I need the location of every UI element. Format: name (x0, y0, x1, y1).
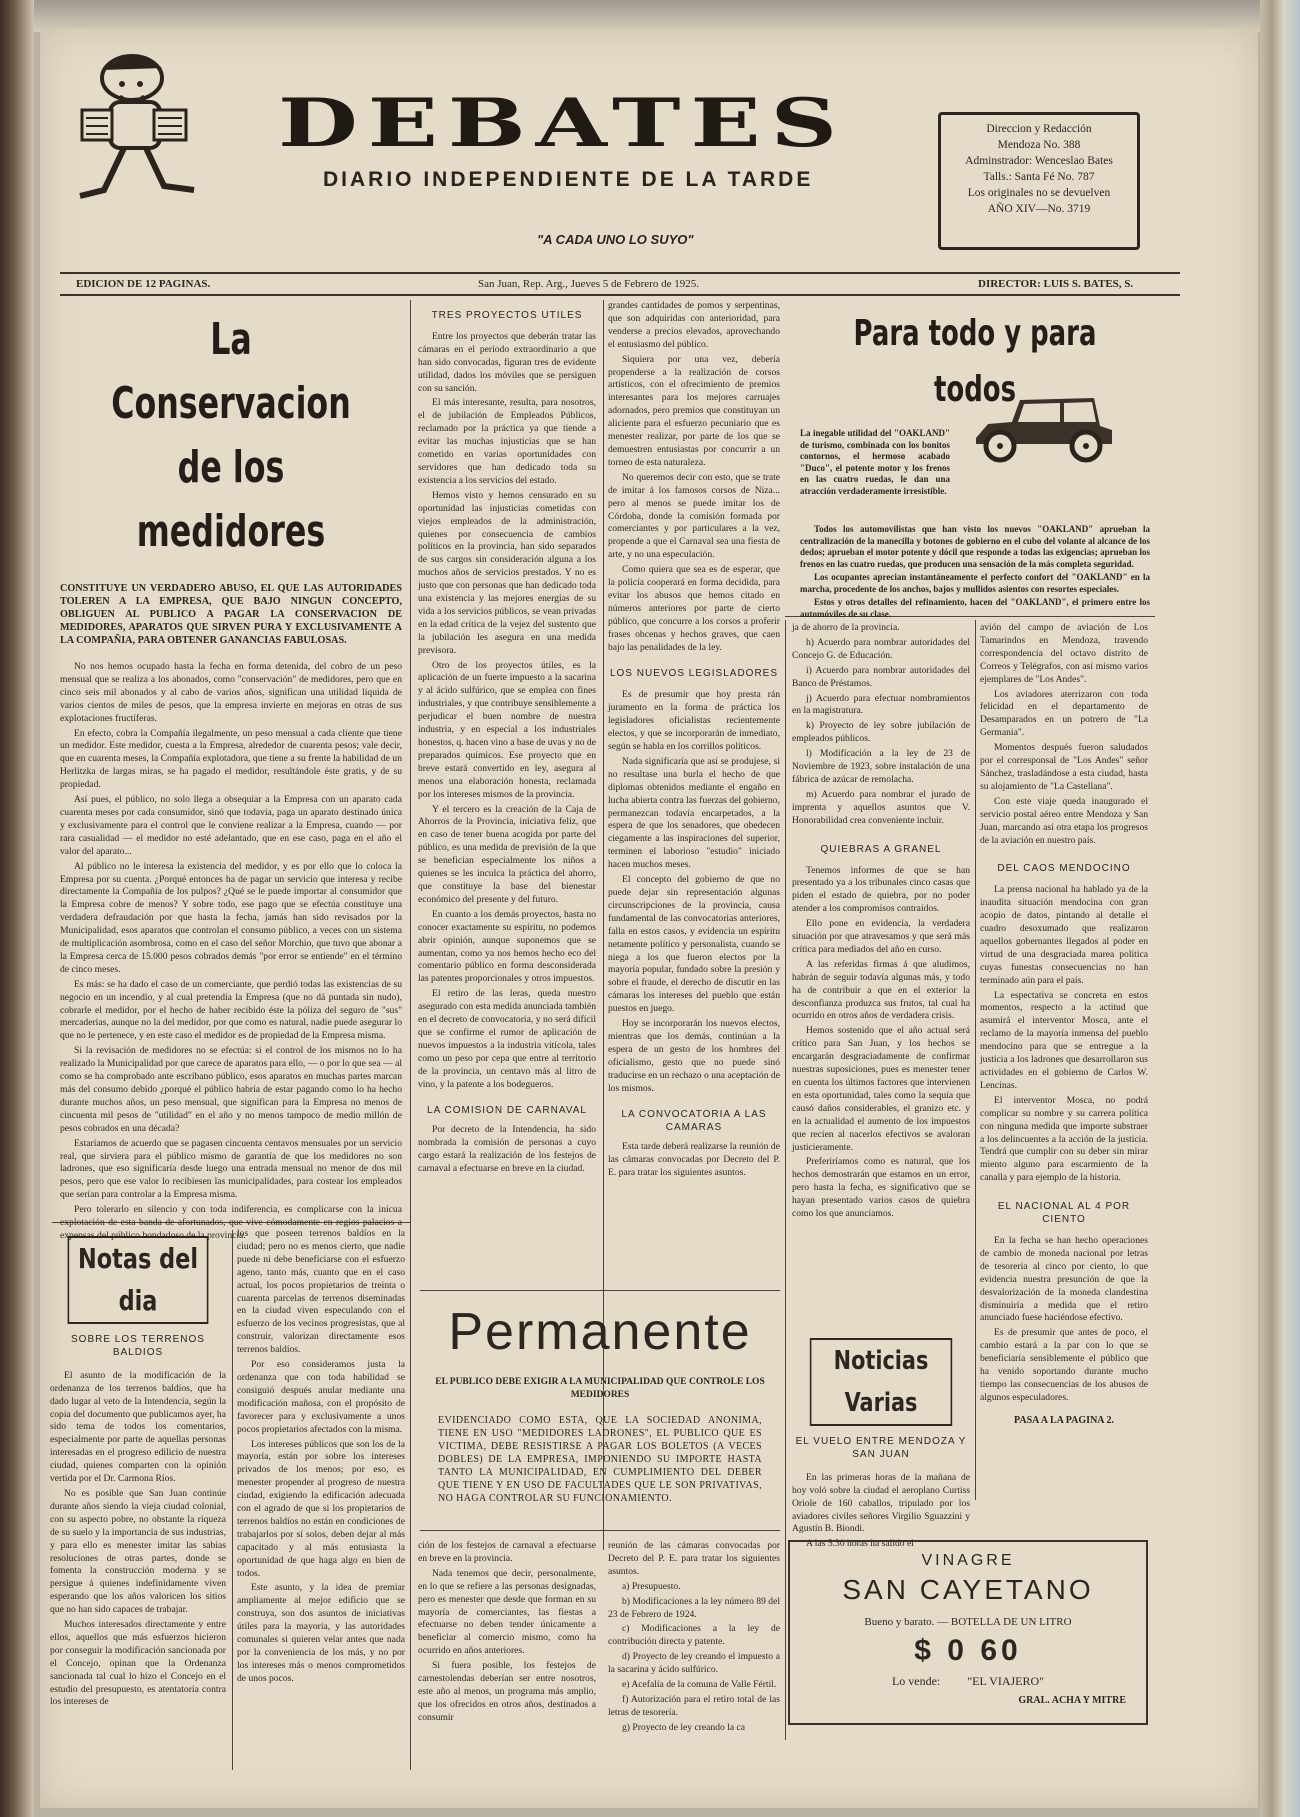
article-paragraph: El retiro de las leras, queda nuestro asegurado con esta medida anunciada también en el decreto de convocatoria, y no será difícil que se confirme el rumor de aplicación de nuevos impuestos a la industria vitícola, tales como un peso por cepa que entre al territorio de la provincia, un centavo más al litro de vino, y la patente a los bodegueros. (418, 988, 596, 1090)
director-label: DIRECTOR: LUIS S. BATES, S. (978, 278, 1134, 290)
section-kicker: EL VUELO ENTRE MENDOZA Y SAN JUAN (795, 1436, 967, 1460)
article-paragraph: avión del campo de aviación de Los Tamarindos en Mendoza, travendo correspondencia del octavo distrito de Correos y Telégrafos, con así mismo varios ejemplares de "Los Andes". (980, 622, 1148, 685)
asuntos-quiebras-column (792, 622, 970, 1317)
article-paragraph: Tenemos informes de que se han presentado ya a los tribunales cinco casas que piden el estado de quiebra, por no poder atender a los compromisos contraídos. (792, 864, 970, 915)
permanente-article (420, 1300, 780, 1540)
convocatoria-list (608, 1540, 780, 1780)
article-paragraph: En la fecha se han hecho operaciones de cambio de moneda nacional por letras de tesorería al cinco por ciento, lo que evidencia nuestra presunción de que la desvalorización de la moneda clandestina disminuiría a medida que el retiro anunciado fuese haciéndose efectivo. (980, 1234, 1148, 1324)
lead-deck: CONSTITUYE UN VERDADERO ABUSO, EL QUE LAS AUTORIDADES TOLEREN A LA EMPRESA, QUE BAJO NINGUN CONCEPTO, OBLIGUEN AL PUBLICO A PAGAR LA CONSERVACION DE MEDIDORES, APARATOS QUE SIRVEN PURA Y EXCLUSIVAMENTE A LA COMPAÑIA, PARA OBTENER GANANCIAS FABULOSAS. (60, 583, 402, 646)
article-paragraph: Es de presumir que hoy presta rán juramento en la forma de práctica los legisladores oficialistas recientemente electos, y que se incorporarán de inmediato, según se habla en los corrillos políticos. (608, 689, 780, 752)
notas-del-dia-continued (237, 1228, 405, 1788)
article-paragraph: Hemos visto y hemos censurado en su oportunidad las injusticias cometidas con viejos empleados de la administración, quienes por consecuencia de cambios políticos en la provincia, han sido separados de sus cargos sin consideración alguna a los muchos años de servicios prestados. Y no es justo que con personas que han dedicado toda una existencia y las mejores energías de su vida a los servicios públicos, se vean privadas en la edad crítica de la vejez del sustento que la jubilación les asegura en una medida previsora. (418, 489, 596, 656)
article-paragraph: Los intereses públicos que son los de la mayoría, están por sobre los intereses privados de los menos; por eso, es menester propender al progreso de nuestra ciudad, exigiendo la edificación adecuada con el agrado de que si los propietarios de terrenos baldíos no están en condiciones de trabajarlos por sí solos, deben dejar al más capacitado y al más entusiasta la oportunidad de que haga algo en bien de todos. (237, 1438, 405, 1579)
article-paragraph: El asunto de la modificación de la ordenanza de los terrenos baldíos, que ha dado lugar al veto de la Intendencia, según la copia del documento que publicamos ayer, ha sido tema de todos los comentarios, especialmente por parte de aquellas personas interesadas en el progreso edilicio de nuestra ciudad, quienes comparten con la opinión vertida por el Dr. Carmona Ríos. (50, 1369, 226, 1485)
page-stack-edge (1260, 0, 1300, 1817)
article-paragraph: Si fuera posible, los festejos de carnestolendas deberían ser entre nosotros, este año al menos, un programa más amplio, que los ofrecidos en otros años, destinados a consumir (418, 1660, 596, 1723)
list-item: e) Acefalía de la comuna de Valle Fértil. (622, 1679, 777, 1691)
edition-label: EDICION DE 12 PAGINAS. (76, 278, 211, 290)
article-paragraph: j) Acuerdo para efectuar nombramientos en la magistratura. (792, 692, 970, 717)
column-rule (785, 620, 786, 1740)
column-rule (975, 620, 976, 1500)
info-line: Direccion y Redacción (986, 123, 1092, 135)
article-paragraph: A las referidas firmas á que aludimos, habrán de seguir todavía algunas más, y todo ha de contribuir a que en el exterior la desconfianza produzca sus frutos, tal cual ha ocurrido en otros años de verdadera crisis. (792, 958, 970, 1022)
oakland-intro: La inegable utilidad del "OAKLAND" de turismo, combinada con los bonitos contornos, el hermoso acabado "Duco", el potente motor y los frenos en las cuatro ruedas, le dan una atracción verdaderamente irresistible. (800, 428, 950, 496)
article-paragraph: h) Acuerdo para nombrar autoridades del Concejo G. de Educación. (792, 636, 970, 661)
ad-top: VINAGRE (921, 1552, 1015, 1569)
list-item: c) Modificaciones a la ley de contribución directa y patente. (608, 1623, 780, 1648)
list-item: d) Proyecto de ley creando el impuesto a la sacarina y ácido sulfúrico. (608, 1651, 780, 1676)
article-paragraph: No queremos decir con esto, que se trate de imitar á los famosos corsos de Niza... pero al menos se puede imitar los de Córdoba, donde la comisión formada por comerciantes y por particulares a la vez, propende a que el Carnaval sea una fiesta de arte, y no una especulación. (608, 471, 780, 561)
article-paragraph: No es posible que San Juan continúe durante años siendo la vieja ciudad colonial, con su aspecto pobre, no obstante la riqueza de su suelo y la importancia de sus industrias, y para ello es menester imitar las sabias resoluciones de otras partes, donde se fomenta la construcción moderna y se persigue á quienes indefinidamente viven esperando que los años valoricen los sitios que no han sido capaces de trabajar. (50, 1487, 226, 1616)
article-paragraph: Esta tarde deberá realizarse la reunión de las cámaras convocadas por Decreto del P. E. para tratar los siguientes asuntos. (608, 1141, 780, 1179)
section-kicker: EL NACIONAL AL 4 POR CIENTO (997, 1201, 1131, 1226)
lead-paragraph: Así pues, el público, no solo llega a obsequiar a la Empresa con un aparato cada cuarenta meses por cada consumidor, sinó que todavía, paga un aparato destinado única y exclusivamente para el control que le conviene realizar a la Empresa, cuando — por rara casualidad — el medidor no esté adelantado, que en ese caso, paga en el año el valor del aparato... (60, 794, 402, 857)
san-cayetano-advertisement (788, 1540, 1148, 1725)
article-paragraph: Ello pone en evidencia, la verdadera situación por que atravesamos y que será más crítica para mediados del año en curso. (792, 918, 970, 955)
article-paragraph: ja de ahorro de la provincia. (792, 622, 900, 633)
article-paragraph: m) Acuerdo para nombrar el jurado de imprenta y aquellos asuntos que V. Honorabilidad crea conveniente incluir. (792, 788, 970, 826)
notas-title: Notas del dia (68, 1236, 209, 1324)
article-paragraph: l) Modificación a la ley de 23 de Noviembre de 1923, sobre instalación de una fábrica de azúcar de remolacha. (792, 748, 970, 785)
article-paragraph: Por eso consideramos justa la ordenanza que con toda habilidad se consiguió después anular mediante una modificación mañosa, con el propósito de favorecer para y exclusivamente a unos pocos propietarios afectados con la misma. (237, 1359, 405, 1435)
continued-note: PASA A LA PAGINA 2. (1014, 1414, 1114, 1426)
article-paragraph: Nada significaría que así se produjese, si no resultase una burla el hecho de que diplomas obtenidos mediante el engaño en lucha abierta contra las fuerzas del gobierno, permanezcan todavía encarpetados, a la espera de que los senadores, que obedecen ciegamente a las inspiraciones del superior, terminen el laborioso "estudio" iniciado hacen muchos meses. (608, 755, 780, 871)
permanente-deck: EL PUBLICO DEBE EXIGIR A LA MUNICIPALIDAD QUE CONTROLE LOS MEDIDORES (435, 1377, 765, 1400)
article-paragraph: Por decreto de la Intendencia, ha sido nombrada la comisión de personas a cuyo cargo estará la realización de los festejos de carnaval a efectuarse en breve en la ciudad. (418, 1124, 596, 1175)
oakland-car-illustration (968, 386, 1118, 466)
list-item: f) Autorización para el retiro total de las letras de tesorería. (608, 1693, 780, 1718)
article-paragraph: En cuanto a los demás proyectos, hasta no conocer exactamente su espíritu, no podemos abrir opinión, aunque suponemos que se aumentan, como ya nos hemos hecho eco del comentario público en forma desconsiderada las patentes proporcionales y otros impuestos. (418, 908, 596, 985)
noticias-title: Noticias Varias (810, 1338, 952, 1426)
info-line: AÑO XIV—No. 3719 (987, 203, 1091, 215)
lead-article (60, 300, 402, 1241)
article-paragraph: Los aviadores aterrizaron con toda felicidad en el departamento de Desamparados en un potrero de "La Germania". (980, 688, 1148, 739)
article-paragraph: Momentos después fueron saludados por el corresponsal de "Los Andes" señor Sánchez, trasladándose a esta ciudad, hasta su alojamiento de "La Castellana". (980, 742, 1148, 792)
permanente-headline: Permanente (448, 1303, 752, 1361)
lead-headline: La Conservacion de los medidores (111, 314, 351, 557)
article-paragraph: Con este viaje queda inaugurado el servicio postal aéreo entre Mendoza y San Juan, marcando así otra etapa los progresos de la aviación en nuestro país. (980, 795, 1148, 846)
article-paragraph: grandes cantidades de pomos y serpentinas, que son adquiridas con anterioridad, para venderse a precios elevados, aprovechando el entusiasmo del público. (608, 300, 780, 350)
list-item: g) Proyecto de ley creando la ca (622, 1721, 746, 1733)
masthead-logo (278, 84, 868, 200)
newspaper-subtitle: DIARIO INDEPENDIENTE DE LA TARDE (323, 168, 814, 191)
article-paragraph: Hemos sostenido que el año actual será crítico para San Juan, y los hechos se encargarán desgraciadamente de confirmar nuestras suposiciones, pues es menester tener en cuenta los últimos factores que intervienen en esta oportunidad, tales como la sequía que causó daños considerables, el granizo etc. y en la actualidad el aumento de los impuestos que recien al nacerlos efectivos se avaloran justicieramente. (792, 1025, 970, 1153)
notas-del-dia-article (50, 1228, 226, 1788)
article-paragraph: reunión de las cámaras convocadas por Decreto del P. E. para tratar los siguientes asuntos. (608, 1540, 780, 1577)
ad-tagline: Bueno y barato. — BOTELLA DE UN LITRO (864, 1616, 1072, 1628)
article-paragraph: Preferiríamos como es natural, que los hechos demostrarán que estamos en un error, pero hasta la fecha, es significativo que se hayan presentado varios casos de quiebra como los que anunciamos. (792, 1156, 970, 1220)
ad-address: GRAL. ACHA Y MITRE (1018, 1695, 1126, 1706)
tres-proyectos-article (418, 300, 596, 1350)
article-paragraph: Otro de los proyectos útiles, es la aplicación de un fuerte impuesto a la sacarina y al ácido sulfúrico, que se emplea con fines industriales, y que contribuye sensiblemente a perjudicar el buen nombre de nuestra industria, y en especial a los industriales honestos, q. hacen vino a base de uvas y no de preparados químicos. Ese proyecto que en breve estará convertido en ley, asegura al menos una elaboración honesta, reclamada por los intereses mismos de la provincia. (418, 659, 596, 800)
binding-edge (0, 0, 34, 1817)
article-paragraph: Y el tercero es la creación de la Caja de Ahorros de la Provincia, iniciativa feliz, que en caso de tener buena acogida por parte del público, es una medida de previsión de la que se benefician especialmente los niños a quienes se les inculca la práctica del ahorro, que constituye la base del bienestar económico del presente y del futuro. (418, 803, 596, 905)
newspaper-motto: "A CADA UNO LO SUYO" (537, 232, 694, 247)
ad-price: $ 0 60 (914, 1634, 1022, 1667)
article-paragraph: Muchos interesados directamente y entre ellos, aquellos que más esfuerzos hicieron por conseguir la modificación sancionada por el Concejo, opinan que la Ordenanza sancionada tal cual lo hizo el Concejo en el estudio del presupuesto, es atentatoria contra los intereses de (50, 1619, 226, 1708)
section-kicker: DEL CAOS MENDOCINO (997, 863, 1131, 875)
article-paragraph: Es de presumir que antes de poco, el cambio estará a la par con lo que se beneficiaría sensiblemente el público que ha venido soportando durante mucho tiempo las consecuencias de los abusos de algunos especuladores. (980, 1327, 1148, 1403)
masthead-info-box (938, 112, 1140, 250)
article-paragraph: La prensa nacional ha hablado ya de la inaudita situación mendocina con gran acopio de datos, pintando al detalle el cuadro desoxumado que realizaron aquellos gobernantes llegados al poder en virtud de una desgraciada marea política cuyas funestas consecuencias no han terminado aún para el país. (980, 884, 1148, 986)
article-paragraph: El más interesante, resulta, para nosotros, el de jubilación de Empleados Públicos, reclamado por la práctica ya que tiende a evitar las muchas injusticias que se han cometido en varias oportunidades con servidores que han dedicado toda su existencia a los servicios del estado. (418, 397, 596, 486)
dateline-bar (60, 272, 1180, 296)
newsboy-mascot-illustration (70, 40, 200, 210)
carnaval-legisladores-column (608, 300, 780, 1310)
permanente-body: EVIDENCIADO COMO ESTA, QUE LA SOCIEDAD ANONIMA, TIENE EN USO "MEDIDORES LADRONES", EL PUBLICO QUE ES VICTIMA, DEBE RESISTIRSE A PAGAR LOS BOLETOS (A VECES DOBLES) DE LA EMPRESA, IMPONIENDO SU IMPORTE HASTA TANTO LA MUNICIPALIDAD, EN CUMPLIMIENTO DEL DEBER QUE TIENE Y EN USO DE FACULTADES QUE LE SON PRIVATIVAS, NO HAGA CONTROLAR SU FUNCIONAMIENTO. (438, 1414, 762, 1504)
oakland-paragraph: Todos los automovilistas que han visto los nuevos "OAKLAND" aprueban la centralización de la manecilla y botones de gobierno en el cubo del volante al alcance de los dedos; aprueban el motor potente y dócil que responde a todas las exigencias; aprueban los frenos en las cuatro ruedas, que producen una sensación de la más completa seguridad. (800, 524, 1150, 569)
article-paragraph: ción de los festejos de carnaval a efectuarse en breve en la provincia. (418, 1540, 596, 1564)
ad-seller-label: Lo vende: (891, 1674, 941, 1688)
article-paragraph: Hoy se incorporarán los nuevos electos, mientras que los demás, continúan a la espera de un gesto de los hombres del oficialismo, gesto que no puede sinó traducirse en un rechazo o una aceptación de los mismos. (608, 1018, 780, 1094)
lead-paragraph: Es más: se ha dado el caso de un comerciante, que perdió todas las existencias de su negocio en un incendio, y al cual pretendía la Empresa (que no dá puntada sin nudo), cobrarle el medidor, por el hecho de haber recibido éste la póliza del seguro de "sus" mercaderias, aunque no la del medidor, por que como es natural, nadie puede asegurar lo que no le pertenece, y en este caso el medidor es de propiedad de la Empresa misma. (60, 978, 402, 1042)
article-paragraph: Entre los proyectos que deberán tratar las cámaras en el período extraordinario a que han sido convocadas, figuran tres de evidente utilidad, dados los móviles que se persiguen con su sanción. (418, 330, 596, 394)
section-rule (420, 1290, 780, 1291)
lead-paragraph: Pero tolerarlo en silencio y con toda indiferencia, es complicarse con la inicua explotación de esta banda de afortunados, que vive cómodamente en regios palacios a expensas del público bondadoso de la provincia. (60, 1204, 402, 1241)
lead-paragraph: No nos hemos ocupado hasta la fecha en forma detenida, del cobro de un peso mensual que se realiza a los abonados, como "conservación" de medidores, pero que en cinco seis mil abonados y al cabo de varios años, significan una utilidad líquida de varios cientos de miles de pesos, que la empresa invierte en mejoras en otras de sus explotaciones fructíferas. (60, 661, 402, 724)
article-paragraph: Siquiera por una vez, debería propenderse a la realización de corsos artísticos, con el ofrecimiento de premios interesantes para los mejores carruajes adornados, pero premios que constituyan un aliciente para el esfuerzo pecuniario que es menester realizar, por parte de los que se demuestren entusiastas por concurrir a un torneo de esta naturaleza. (608, 353, 780, 468)
column-rule (410, 300, 411, 1770)
lead-paragraph: En efecto, cobra la Compañía ilegalmente, un peso mensual a cada cliente que tiene un medidor. Este medidor, cuesta a la Empresa, alrededor de cuarenta pesos; vale decir, que en cuarenta meses, la Compañía explotadora, que tiene a su frente la habilidad de un Herlitzka de largas miras, se ha pagado el medidor, resultándole éste gratis, y de su propiedad. (60, 727, 402, 791)
column-rule (232, 1230, 233, 1770)
carnaval-continued (418, 1540, 596, 1780)
lead-paragraph: Si la revisación de medidores no se efectúa: si el control de los mismos no lo ha realizado la Municipalidad por que carece de aparatos para ello, — o por lo que sea — al como se ha comprobado ante escribano público, esos aparatos en muchas partes marcan más del consumo debido ¿porqué el público habría de estar pagando como lo ha hecho durante muchos años, un peso mensual, que significan para la Empresa no menos de cincuenta mil pesos de "utilidad" en el año y no menos tampoco de medio millón de pesos cobrados en una década? (60, 1045, 402, 1134)
date-label: San Juan, Rep. Arg., Jueves 5 de Febrero de 1925. (478, 278, 699, 290)
noticias-varias-article (792, 1330, 970, 1550)
article-paragraph: Nada tenemos que decir, personalmente, en lo que se refiere a las personas designadas, pero es menester que desde que forman en su mayoría de comerciantes, las fiestas a efectuarse no deben tender únicamente a beneficiar al comercio mismo, como ha ocurrido en años anteriores. (418, 1567, 596, 1657)
ad-brand: SAN CAYETANO (842, 1574, 1094, 1605)
newspaper-title: DEBATES (278, 84, 848, 162)
oakland-paragraph: Estos y otros detalles del refinamiento, hacen del "OAKLAND", el primero entre los automóviles de su clase. (800, 597, 1150, 619)
article-paragraph: El concepto del gobierno de que no puede dejar sin representación algunas circunscripciones de la provincia, causa fundamental de las convocatorias anteriores, falla en estos casos, y evidencia un espíritu netamente político y personalista, cuando se niega a los que fueron electos por la mayoría popular, fundado sobre la presión y sobre el fraude, el derecho de discutir en las cámaras los intereses del pueblo que están puestos en juego. (608, 874, 780, 1015)
section-kicker: LA CONVOCATORIA A LAS CAMARAS (621, 1109, 767, 1134)
list-item: b) Modificaciones a la ley número 89 del 23 de Febrero de 1924. (608, 1595, 780, 1620)
section-kicker: LA COMISION DE CARNAVAL (427, 1105, 587, 1117)
ad-seller: "EL VIAJERO" (967, 1674, 1045, 1688)
article-paragraph: En las primeras horas de la mañana de hoy voló sobre la ciudad el aeroplano Curtiss Oriole de 160 caballos, tripulado por los aviadores civiles señores Virgilio Sguazzini y Agustín B. Biondi. (792, 1471, 970, 1535)
section-kicker: TRES PROYECTOS UTILES (431, 310, 583, 321)
section-kicker: SOBRE LOS TERRENOS BALDIOS (71, 1334, 205, 1358)
aviacion-caos-column (980, 622, 1148, 1522)
oakland-paragraph: Los ocupantes aprecian instantáneamente el perfecto confort del "OAKLAND" en la marcha, procedente de los anchos, bajos y mullidos asientos con resortes especiales. (800, 572, 1150, 594)
lead-paragraph: Al público no le interesa la existencia del medidor, y es por ello que lo coloca la Empresa por su cuenta. ¿Porqué entonces ha de pagar un servicio que interesa y recibe directamente la Compañía de los pulpos? ¿Qué se le puede importar al consumidor que la Empresa cobre de menos? Y sobre todo, ese pago que se efectúa constituye una verdadera defraudación por que hasta la fecha, jamás han sido revisados por la Municipalidad, esos aparatos que controlan el consumo público, a veces con un sistema de multiplicación asombrosa, como en el caso del señor Morchio, que tuvo que abonar a la Empresa cerca de 15.000 pesos cobrados demás "por error se entiende" en el término de cinco meses. (60, 860, 402, 975)
article-paragraph: A las 5.30 horas ha salido el (806, 1538, 914, 1550)
article-paragraph: Este asunto, y la idea de premiar ampliamente al mejor edificio que se construya, son dos asuntos de iniciativas útiles para la mayoría, y las autoridades comunales si quieren velar antes que nada por la conveniencia de los más, y no por los intereses más o menos comprometidos de unos pocos. (237, 1582, 405, 1684)
article-paragraph: Como quiera que sea es de esperar, que la policía cooperará en forma decidida, para evitar los abusos que hemos citado en números anteriores por parte de cierto público, que concurre a los corsos a proferir frases obcenas y hechos graves, que caen bajo las penalidades de la ley. (608, 564, 780, 653)
section-rule (420, 1530, 780, 1531)
section-kicker: LOS NUEVOS LEGISLADORES (609, 668, 779, 680)
section-kicker: QUIEBRAS A GRANEL (820, 843, 942, 855)
article-paragraph: k) Proyecto de ley sobre jubilación de empleados públicos. (792, 720, 970, 745)
article-paragraph: El interventor Mosca, no podrá complicar su nombre y su carrera política con ninguna medida que importe substraer a los delincuentes a la acción de la justicia. Tendrá que cumplir con su deber sin mirar miento alguno para escarmiento de la canalla y para ejemplo de la historia. (980, 1094, 1148, 1184)
article-paragraph: La espectativa se concreta en estos momentos, respecto a la actitud que asumirá el interventor Mosca, ante el reclamo de la mayoría inmensa del pueblo mendocino para que se entregue a la justicia a los ladrones que desarrollaron sus actividades en el gobierno de Carlos W. Lencinas. (980, 989, 1148, 1091)
info-line: Mendoza No. 388 (997, 139, 1081, 151)
info-line: Adminstrador: Wenceslao Bates (965, 155, 1113, 167)
article-paragraph: i) Acuerdo para nombrar autoridades del Banco de Préstamos. (792, 664, 970, 689)
info-line: Los originales no se devuelven (967, 187, 1111, 199)
oakland-headline: Para todo y para todos (853, 313, 1097, 410)
article-paragraph: los que poseen terrenos baldíos en la ciudad; pero no es menos cierto, que nadie puede ni debe beneficiarse con el esfuerzo ageno, tanto más, cuanto que en el caso actual, los pocos propietarios de treinta o cuarenta parcelas de terrenos diseminadas en la ciudad viven especulando con el esfuerzo de los vecinos progresistas, que al construir, valorizan directamente esos terrenos baldíos. (237, 1228, 405, 1356)
info-line: Talls.: Santa Fé No. 787 (983, 171, 1095, 183)
list-item: a) Presupuesto. (622, 1580, 681, 1592)
lead-paragraph: Estaríamos de acuerdo que se pagasen cincuenta centavos mensuales por un servicio real, que sirviera para el público mismo de garantía de que los medidores no son ladrones, que eso significaría desde luego una entrada mensual no menor de dos mil pesos, pero que ese valor lo recibiesen las municipalidades, para costear los empleados que serían para controlar a la Empresa misma. (60, 1137, 402, 1201)
